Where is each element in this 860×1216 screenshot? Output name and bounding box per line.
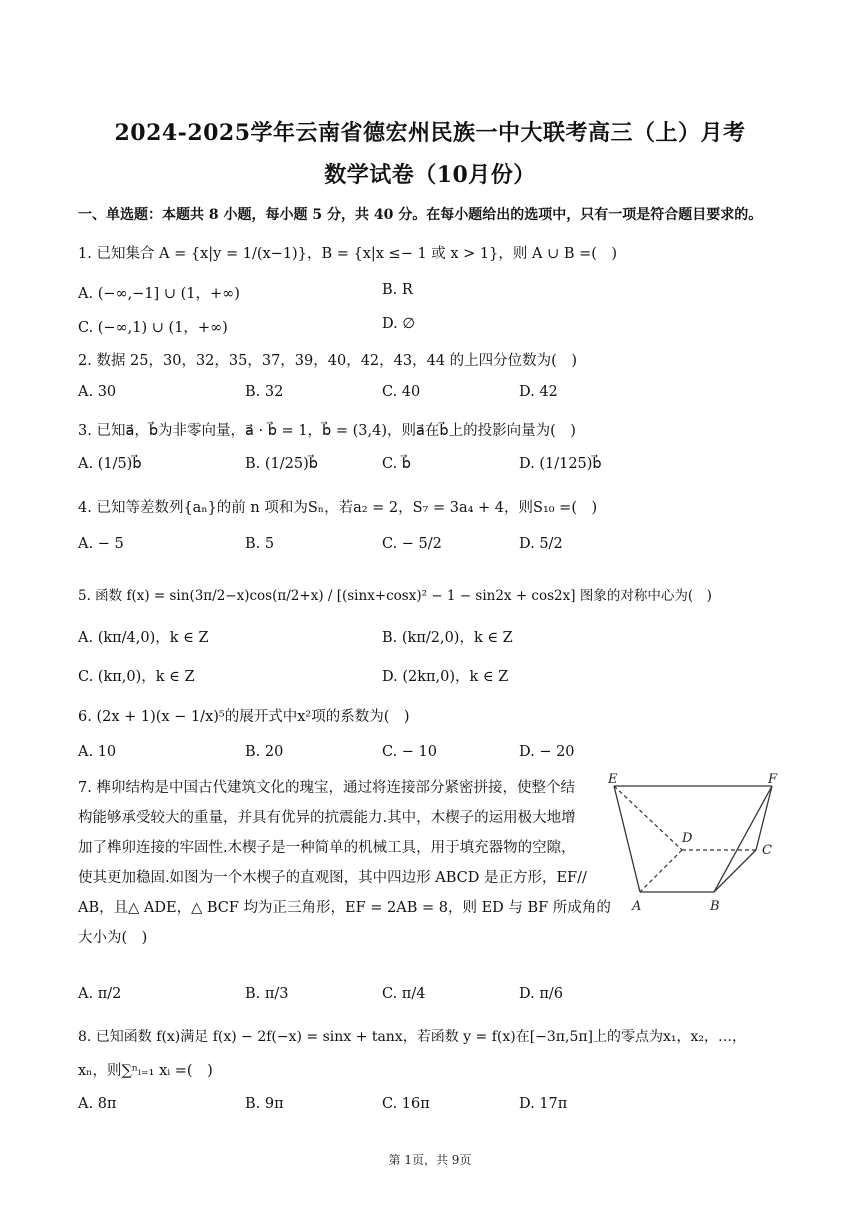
q1-option-a: A. (−∞,−1] ∪ (1，+∞) [78, 286, 240, 302]
q7-option-b: B. π/3 [245, 986, 289, 1002]
q7-line-2: 构能够承受较大的重量，并具有优异的抗震能力.其中，木楔子的运用极大地增 [78, 810, 576, 826]
label-b: B [710, 899, 720, 914]
q6-option-d: D. − 20 [519, 744, 575, 760]
wedge-figure [606, 772, 786, 918]
label-c: C [762, 843, 772, 858]
q8-option-d: D. 17π [519, 1096, 568, 1112]
question-8-stem-line-1: 8. 已知函数 f(x)满足 f(x) − 2f(−x) = sinx + tanx，若函数 y = f(x)在[−3π,5π]上的零点为x₁，x₂，…， [78, 1029, 747, 1045]
question-4-stem: 4. 已知等差数列{aₙ}的前 n 项和为Sₙ，若a₂ = 2，S₇ = 3a₄ + 4，则S₁₀ =( ) [78, 500, 598, 516]
q4-option-b: B. 5 [245, 536, 275, 552]
question-2-stem: 2. 数据 25，30，32，35，37，39，40，42，43，44 的上四分位数为( ) [78, 353, 577, 369]
q7-line-3: 加了榫卯连接的牢固性.木楔子是一种简单的机械工具，用于填充器物的空隙， [78, 840, 576, 856]
q3-option-b: B. (1/25)b⃗ [245, 456, 318, 472]
q7-option-c: C. π/4 [382, 986, 426, 1002]
question-1-stem: 1. 已知集合 A = {x|y = 1/(x−1)}，B = {x|x ≤− 1 或 x > 1}，则 A ∪ B =( ) [78, 246, 618, 262]
q3-option-a: A. (1/5)b⃗ [78, 456, 142, 472]
q5-option-c: C. (kπ,0)，k ∈ Z [78, 669, 195, 685]
q2-option-a: A. 30 [78, 384, 117, 400]
q1-option-c: C. (−∞,1) ∪ (1，+∞) [78, 320, 228, 336]
q7-line-1: 7. 榫卯结构是中国古代建筑文化的瑰宝，通过将连接部分紧密拼接，使整个结 [78, 780, 575, 796]
q8-option-c: C. 16π [382, 1096, 430, 1112]
page-footer: 第 1页，共 9页 [388, 1153, 472, 1167]
exam-title-line1: 2024-2025学年云南省德宏州民族一中大联考高三（上）月考 [114, 120, 746, 146]
q3-option-d: D. (1/125)b⃗ [519, 456, 602, 472]
q2-option-b: B. 32 [245, 384, 284, 400]
question-5-stem: 5. 函数 f(x) = sin(3π/2−x)cos(π/2+x) / [(sinx+cosx)² − 1 − sin2x + cos2x] 图象的对称中心为( ) [78, 588, 712, 604]
question-7-stem [78, 773, 611, 953]
q8-option-b: B. 9π [245, 1096, 284, 1112]
q5-option-d: D. (2kπ,0)，k ∈ Z [382, 669, 509, 685]
q8-option-a: A. 8π [78, 1096, 117, 1112]
label-e: E [608, 772, 618, 787]
q7-option-d: D. π/6 [519, 986, 563, 1002]
q7-line-6: 大小为( ) [78, 930, 148, 946]
q6-option-a: A. 10 [78, 744, 117, 760]
q4-option-d: D. 5/2 [519, 536, 563, 552]
section-heading: 一、单选题：本题共 8 小题，每小题 5 分，共 40 分。在每小题给出的选项中，只有一项是符合题目要求的。 [78, 207, 763, 223]
q4-option-c: C. − 5/2 [382, 536, 442, 552]
exam-title-line2: 数学试卷（10月份） [324, 162, 536, 188]
q3-option-c: C. b⃗ [382, 456, 411, 472]
question-8-stem-line-2: xₙ，则∑ⁿᵢ₌₁ xᵢ =( ) [78, 1063, 213, 1079]
q5-option-a: A. (kπ/4,0)，k ∈ Z [78, 630, 209, 646]
q6-option-b: B. 20 [245, 744, 284, 760]
label-d: D [682, 831, 693, 846]
label-a: A [632, 899, 642, 914]
q2-option-d: D. 42 [519, 384, 558, 400]
q7-option-a: A. π/2 [78, 986, 122, 1002]
q2-option-c: C. 40 [382, 384, 421, 400]
question-3-stem: 3. 已知a⃗，b⃗为非零向量，a⃗ · b⃗ = 1，b⃗ = (3,4)，则a⃗在b⃗上的投影向量为( ) [78, 423, 576, 439]
label-f: F [768, 772, 778, 787]
q4-option-a: A. − 5 [78, 536, 124, 552]
q7-line-4: 使其更加稳固.如图为一个木楔子的直观图，其中四边形 ABCD 是正方形，EF// [78, 870, 587, 886]
q1-option-d: D. ∅ [382, 316, 415, 332]
q5-option-b: B. (kπ/2,0)，k ∈ Z [382, 630, 513, 646]
q6-option-c: C. − 10 [382, 744, 438, 760]
q7-line-5: AB，且△ ADE，△ BCF 均为正三角形，EF = 2AB = 8，则 ED 与 BF 所成角的 [78, 900, 611, 916]
question-6-stem: 6. (2x + 1)(x − 1/x)⁵的展开式中x²项的系数为( ) [78, 709, 410, 725]
q1-option-b: B. R [382, 282, 413, 298]
